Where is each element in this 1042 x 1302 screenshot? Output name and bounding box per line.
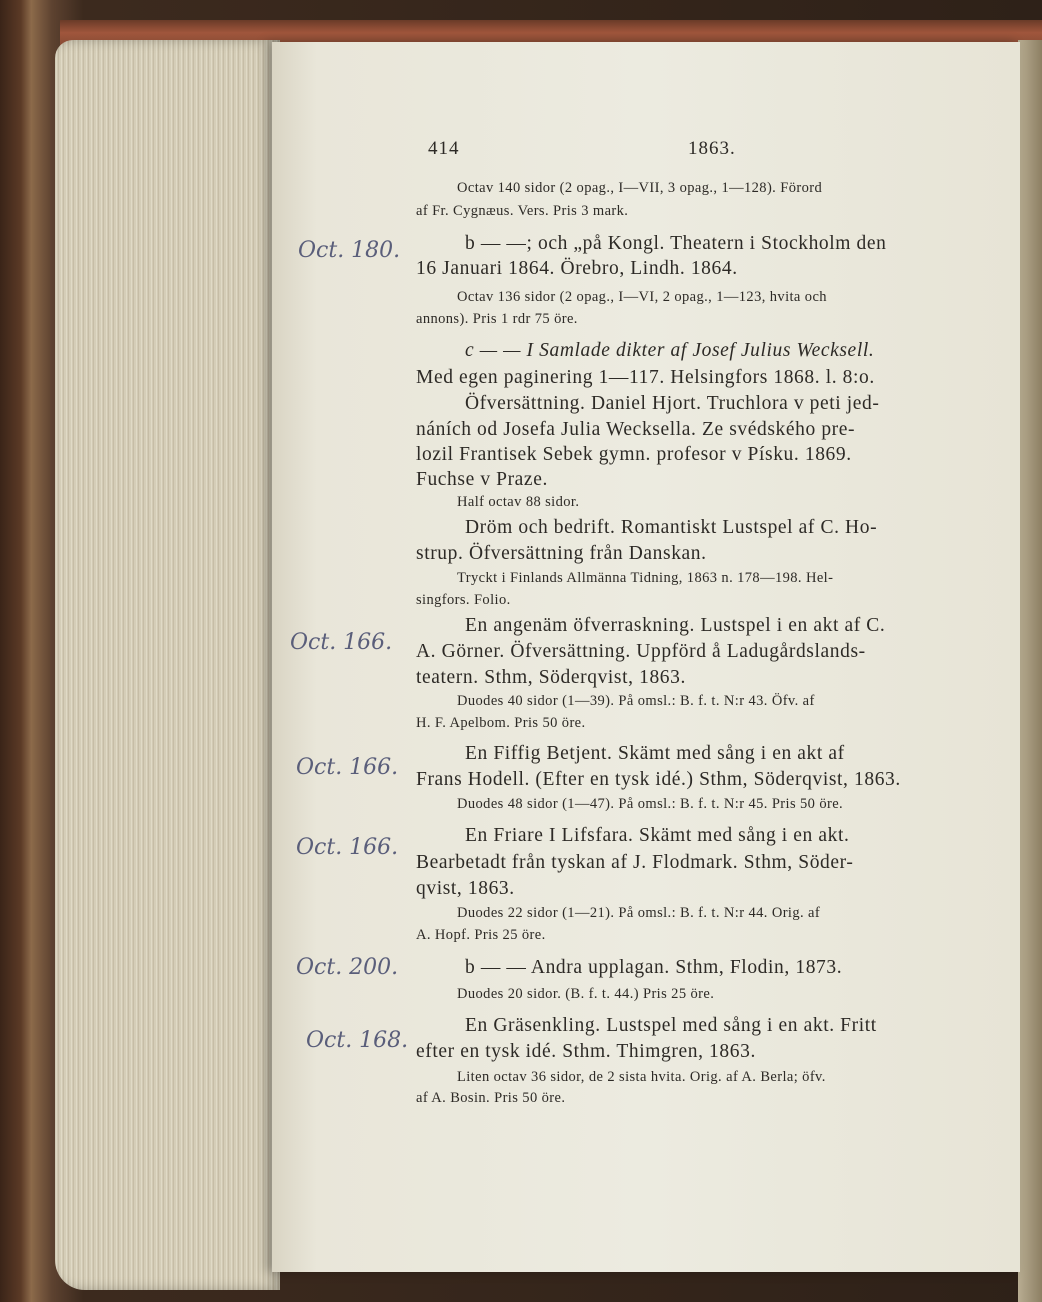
page-number: 414 [428,138,460,159]
text-line: Bearbetadt från tyskan af J. Flodmark. Sthm, Söder- [416,852,854,873]
margin-note: Oct. 166. [290,630,393,655]
text-line: A. Hopf. Pris 25 öre. [416,927,546,943]
text-line: En Fiffig Betjent. Skämt med sång i en akt af [465,743,845,764]
text-line: Half octav 88 sidor. [457,494,580,510]
text-line: Octav 136 sidor (2 opag., I—VI, 2 opag., 1—123, hvita och [457,289,827,305]
text-line: Liten octav 36 sidor, de 2 sista hvita. Orig. af A. Berla; öfv. [457,1069,826,1085]
text-line: A. Görner. Öfversättning. Uppförd å Ladugårdslands- [416,641,866,662]
text-line: annons). Pris 1 rdr 75 öre. [416,311,578,327]
text-line: Duodes 48 sidor (1—47). På omsl.: B. f. t. N:r 45. Pris 50 öre. [457,796,844,812]
text-line: Med egen paginering 1—117. Helsingfors 1868. l. 8:o. [416,367,875,388]
text-line: 16 Januari 1864. Örebro, Lindh. 1864. [416,258,738,279]
text-line: Duodes 22 sidor (1—21). På omsl.: B. f. t. N:r 44. Orig. af [457,905,821,921]
text-line: lozil Frantisek Sebek gymn. profesor v Písku. 1869. [416,444,852,465]
text-line: Fuchse v Praze. [416,469,548,490]
text-line: Octav 140 sidor (2 opag., I—VII, 3 opag., 1—128). Förord [457,180,823,196]
text-line: Duodes 20 sidor. (B. f. t. 44.) Pris 25 öre. [457,986,715,1002]
facing-page-edge [1018,40,1042,1302]
text-line: Tryckt i Finlands Allmänna Tidning, 1863 n. 178—198. Hel- [457,570,834,586]
page-year: 1863. [688,138,736,159]
text-line: af Fr. Cygnæus. Vers. Pris 3 mark. [416,203,629,219]
text-line: strup. Öfversättning från Danskan. [416,543,707,564]
text-line: b — — Andra upplagan. Sthm, Flodin, 1873. [465,957,843,978]
text-line: H. F. Apelbom. Pris 50 öre. [416,715,586,731]
text-line: En Gräsenkling. Lustspel med sång i en akt. Fritt [465,1015,877,1036]
margin-note: Oct. 166. [296,755,399,780]
text-line: af A. Bosin. Pris 50 öre. [416,1090,566,1106]
text-line: Dröm och bedrift. Romantiskt Lustspel af C. Ho- [465,517,878,538]
text-line: teatern. Sthm, Söderqvist, 1863. [416,667,686,688]
text-line: En angenäm öfverraskning. Lustspel i en akt af C. [465,615,886,636]
margin-note: Oct. 180. [298,238,401,263]
text-line: En Friare I Lifsfara. Skämt med sång i en akt. [465,825,850,846]
text-line: c — — I Samlade dikter af Josef Julius Wecksell. [465,340,875,361]
margin-note: Oct. 166. [296,835,399,860]
text-line: b — —; och „på Kongl. Theatern i Stockholm den [465,233,887,254]
text-line: Duodes 40 sidor (1—39). På omsl.: B. f. t. N:r 43. Öfv. af [457,693,815,709]
text-line: qvist, 1863. [416,878,515,899]
margin-note: Oct. 200. [296,955,399,980]
text-line: Öfversättning. Daniel Hjort. Truchlora v peti jed- [465,393,880,414]
margin-note: Oct. 168. [306,1028,409,1053]
page-edges [55,40,280,1290]
text-line: singfors. Folio. [416,592,511,608]
text-line: efter en tysk idé. Sthm. Thimgren, 1863. [416,1041,756,1062]
text-line: Frans Hodell. (Efter en tysk idé.) Sthm, Söderqvist, 1863. [416,769,901,790]
text-line: náních od Josefa Julia Wecksella. Ze svédského pre- [416,419,856,440]
